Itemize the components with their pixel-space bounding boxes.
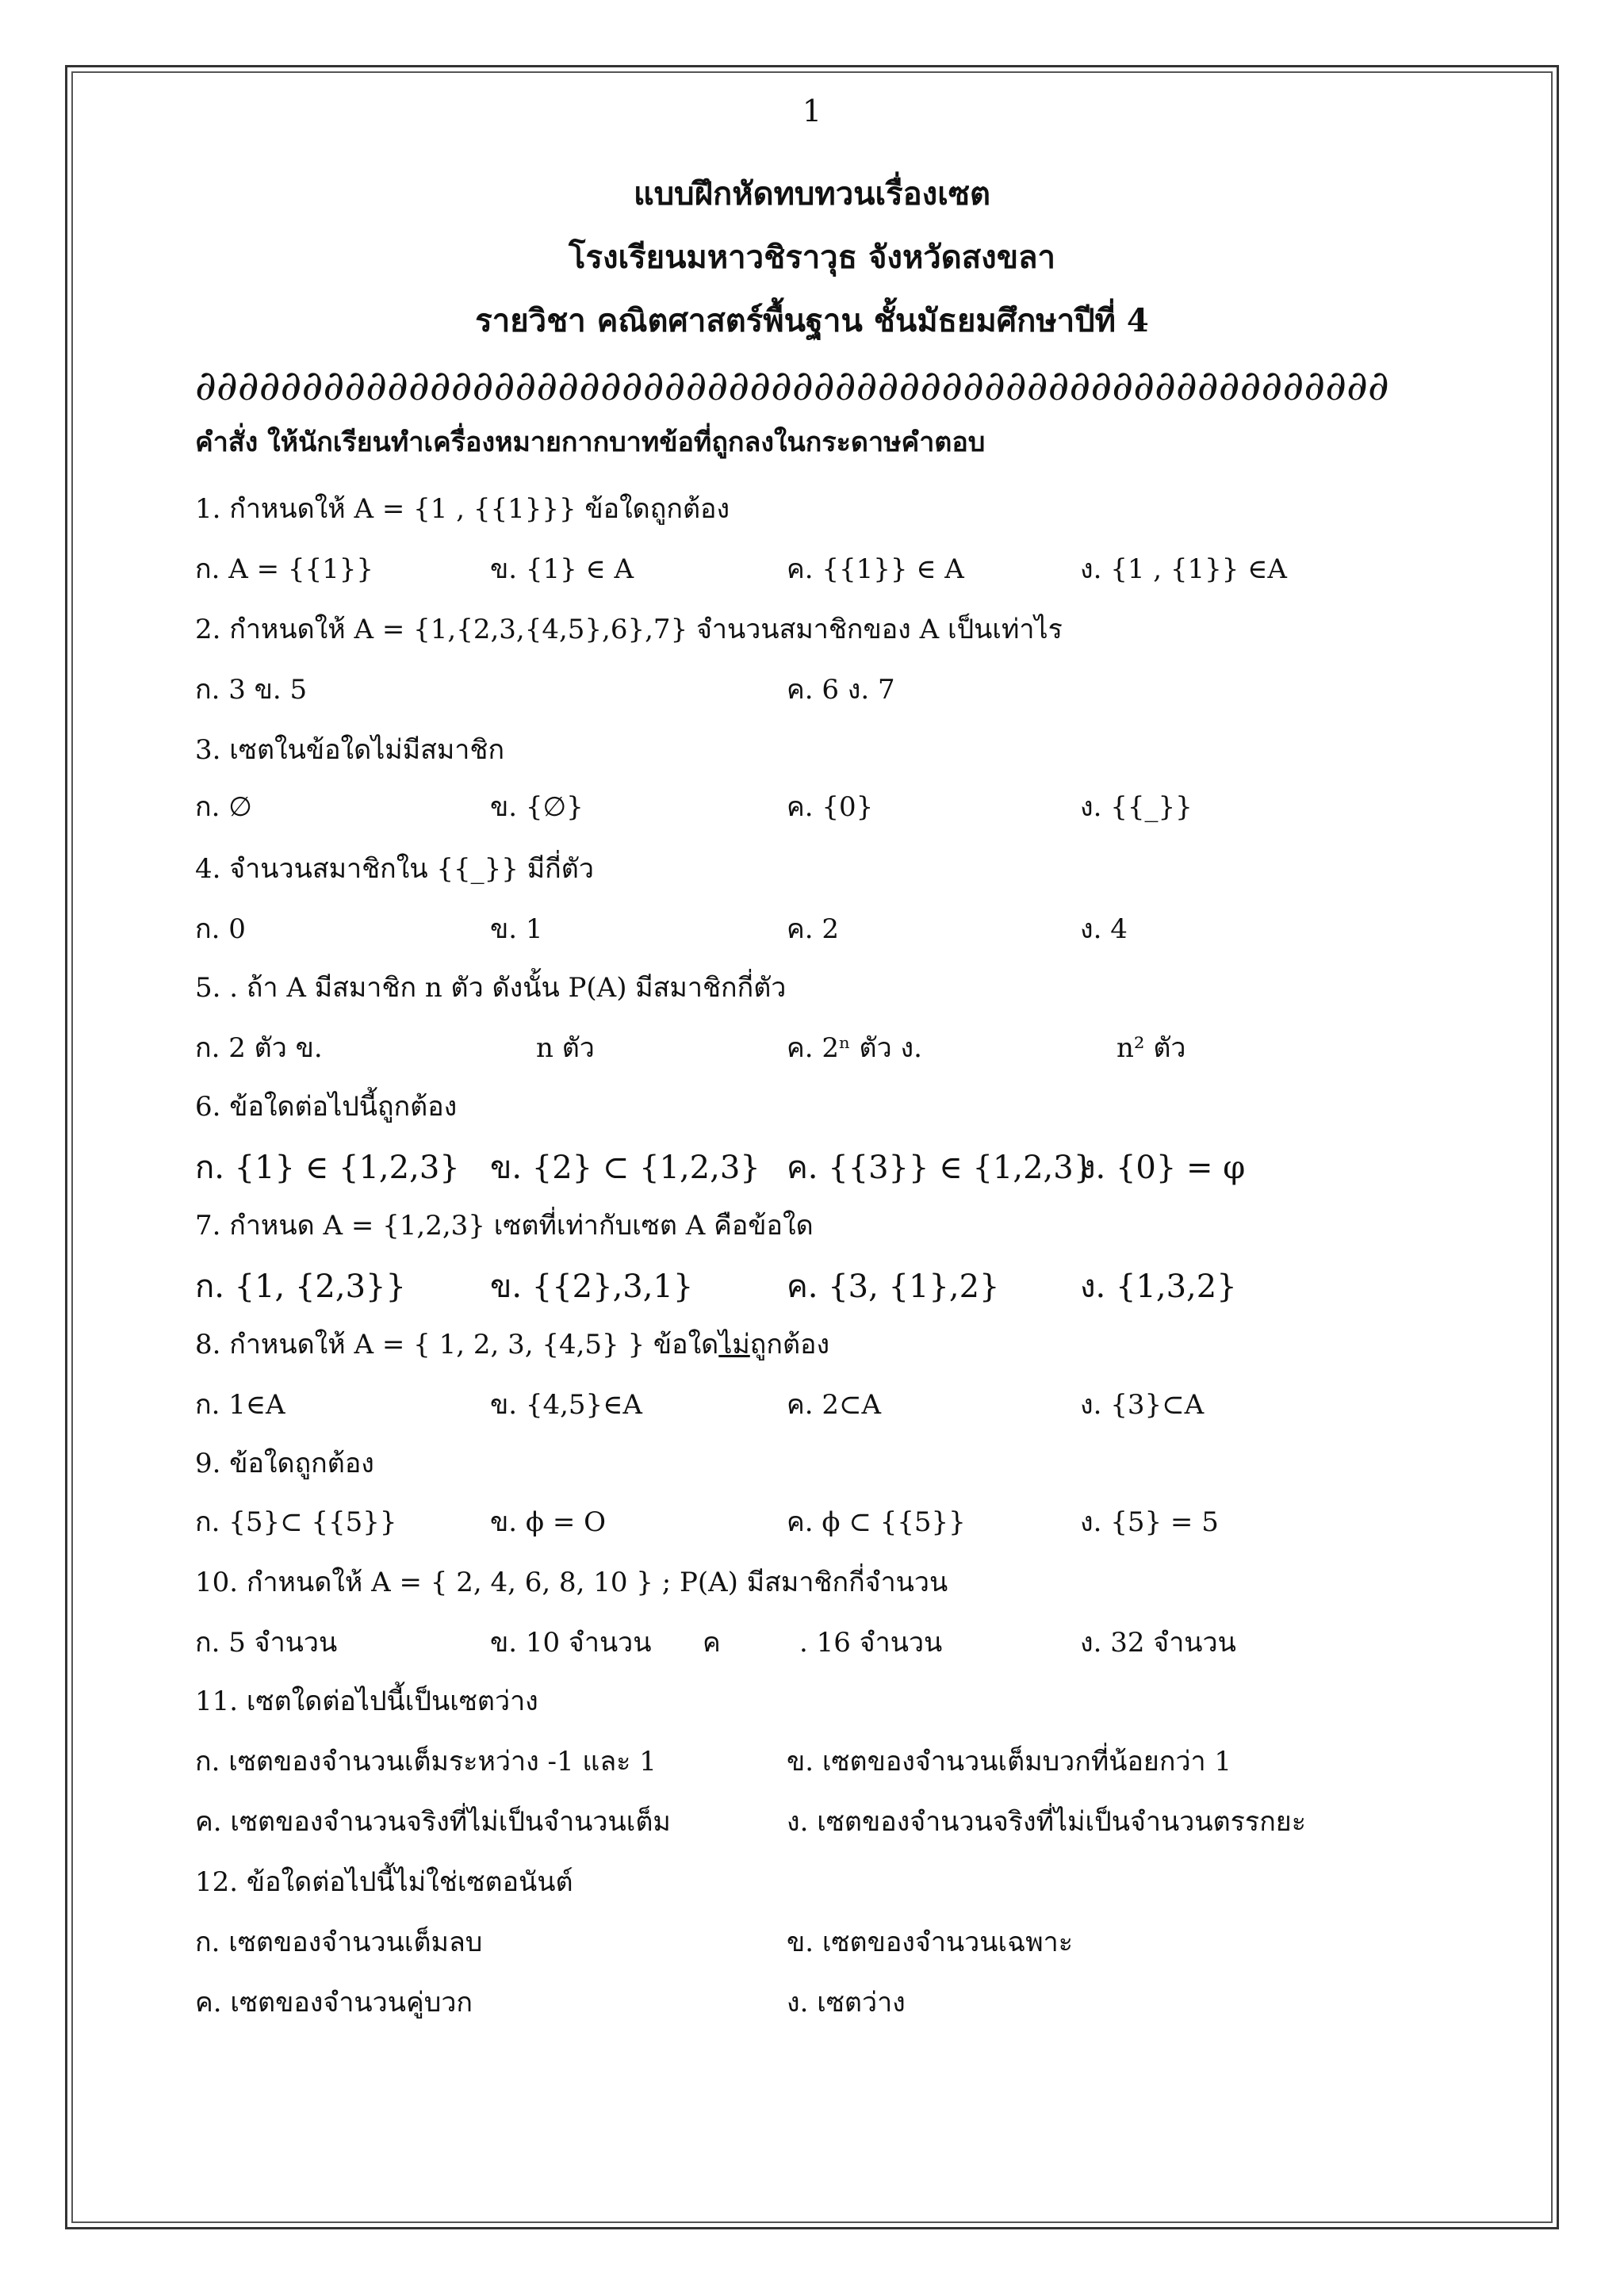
q10-option-d: ง. 32 จำนวน (1080, 1627, 1236, 1659)
q7-option-b: ข. {{2},3,1} (490, 1269, 694, 1305)
q4-option-a: ก. 0 (195, 913, 246, 945)
q7-option-d: ง. {1,3,2} (1080, 1269, 1237, 1305)
title-line-2: โรงเรียนมหาวชิราวุธ จังหวัดสงขลา (568, 239, 1056, 276)
page-number: 1 (802, 94, 822, 128)
q1-option-b: ข. {1} ∈ A (490, 553, 634, 585)
q1-option-d: ง. {1 , {1}} ∈A (1080, 553, 1287, 585)
q1-option-c: ค. {{1}} ∈ A (787, 553, 964, 585)
decorative-divider: ∂∂∂∂∂∂∂∂∂∂∂∂∂∂∂∂∂∂∂∂∂∂∂∂∂∂∂∂∂∂∂∂∂∂∂∂∂∂∂∂∂∂∂∂∂∂∂∂∂∂∂∂∂∂∂∂ (195, 366, 1389, 406)
q8-option-a: ก. 1∈A (195, 1389, 285, 1421)
q5-option-cd: ค. 2ⁿ ตัว ง. (787, 1032, 922, 1064)
q6-option-c: ค. {{3}} ∈ {1,2,3} (787, 1150, 1094, 1186)
question-4: 4. จำนวนสมาชิกใน {{_}} มีกี่ตัว (195, 853, 594, 885)
question-9: 9. ข้อใดถูกต้อง (195, 1448, 374, 1479)
q4-option-c: ค. 2 (787, 913, 839, 945)
q12-option-b: ข. เซตของจำนวนเฉพาะ (787, 1927, 1074, 1958)
q7-option-c: ค. {3, {1},2} (787, 1269, 1000, 1305)
question-3: 3. เซตในข้อใดไม่มีสมาชิก (195, 734, 505, 766)
question-8 (195, 1322, 829, 1365)
question-10: 10. กำหนดให้ A = { 2, 4, 6, 8, 10 } ; P(A) มีสมาชิกกี่จำนวน (195, 1567, 948, 1598)
q10-option-c-label: ค (703, 1627, 721, 1659)
question-6: 6. ข้อใดต่อไปนี้ถูกต้อง (195, 1091, 458, 1123)
q7-option-a: ก. {1, {2,3}} (195, 1269, 406, 1305)
q10-option-c-value: . 16 จำนวน (799, 1627, 943, 1659)
q9-option-d: ง. {5} = 5 (1080, 1506, 1219, 1538)
q5-option-d-value: n² ตัว (1116, 1032, 1186, 1064)
q11-option-c: ค. เซตของจำนวนจริงที่ไม่เป็นจำนวนเต็ม (195, 1806, 671, 1838)
q4-option-b: ข. 1 (490, 913, 543, 945)
q2-options-ab: ก. 3 ข. 5 (195, 674, 308, 706)
q11-option-b: ข. เซตของจำนวนเต็มบวกที่น้อยกว่า 1 (787, 1746, 1232, 1777)
q6-option-a: ก. {1} ∈ {1,2,3} (195, 1150, 460, 1186)
q2-options-cd: ค. 6 ง. 7 (787, 674, 895, 706)
q6-option-d: ง. {0} = φ (1080, 1150, 1246, 1186)
q8-option-c: ค. 2⊂A (787, 1389, 882, 1421)
q5-option-ab: ก. 2 ตัว ข. (195, 1032, 323, 1064)
instruction: คำสั่ง ให้นักเรียนทำเครื่องหมายกากบาทข้อที่ถูกลงในกระดาษคำตอบ (195, 427, 986, 458)
q5-option-b-value: n ตัว (536, 1032, 595, 1064)
question-2: 2. กำหนดให้ A = {1,{2,3,{4,5},6},7} จำนวนสมาชิกของ A เป็นเท่าไร (195, 614, 1063, 645)
title-line-3: รายวิชา คณิตศาสตร์พื้นฐาน ชั้นมัธยมศึกษาปีที่ 4 (475, 302, 1149, 339)
q12-option-a: ก. เซตของจำนวนเต็มลบ (195, 1927, 483, 1958)
question-7: 7. กำหนด A = {1,2,3} เซตที่เท่ากับเซต A คือข้อใด (195, 1210, 814, 1242)
q3-option-a: ก. ∅ (195, 791, 252, 823)
q9-option-c: ค. ϕ ⊂ {{5}} (787, 1506, 966, 1538)
q8-option-d: ง. {3}⊂A (1080, 1389, 1205, 1421)
title-line-1: แบบฝึกหัดทบทวนเรื่องเซต (634, 175, 990, 212)
q8-option-b: ข. {4,5}∈A (490, 1389, 642, 1421)
q12-option-d: ง. เซตว่าง (787, 1987, 906, 2019)
q3-option-c: ค. {0} (787, 791, 874, 823)
q6-option-b: ข. {2} ⊂ {1,2,3} (490, 1150, 760, 1186)
q8-text-pre: 8. กำหนดให้ A = { 1, 2, 3, {4,5} } ข้อใด (195, 1329, 719, 1360)
q12-option-c: ค. เซตของจำนวนคู่บวก (195, 1987, 473, 2019)
question-12: 12. ข้อใดต่อไปนี้ไม่ใช่เซตอนันต์ (195, 1866, 573, 1898)
q9-option-a: ก. {5}⊂ {{5}} (195, 1506, 397, 1538)
question-5: 5. . ถ้า A มีสมาชิก n ตัว ดังนั้น P(A) มีสมาชิกกี่ตัว (195, 972, 787, 1004)
q11-option-d: ง. เซตของจำนวนจริงที่ไม่เป็นจำนวนตรรกยะ (787, 1806, 1306, 1838)
q4-option-d: ง. 4 (1080, 913, 1128, 945)
q10-option-a: ก. 5 จำนวน (195, 1627, 338, 1659)
q3-option-b: ข. {∅} (490, 791, 584, 823)
q9-option-b: ข. ϕ = O (490, 1506, 607, 1538)
question-1: 1. กำหนดให้ A = {1 , {{1}}} ข้อใดถูกต้อง (195, 493, 730, 525)
q10-option-b: ข. 10 จำนวน (490, 1627, 652, 1659)
q3-option-d: ง. {{_}} (1080, 791, 1193, 823)
question-11: 11. เซตใดต่อไปนี้เป็นเซตว่าง (195, 1686, 538, 1717)
q11-option-a: ก. เซตของจำนวนเต็มระหว่าง -1 และ 1 (195, 1746, 657, 1777)
q8-text-underlined: ไม่ (718, 1329, 750, 1360)
q1-option-a: ก. A = {{1}} (195, 553, 374, 585)
q8-text-post: ถูกต้อง (749, 1329, 830, 1360)
